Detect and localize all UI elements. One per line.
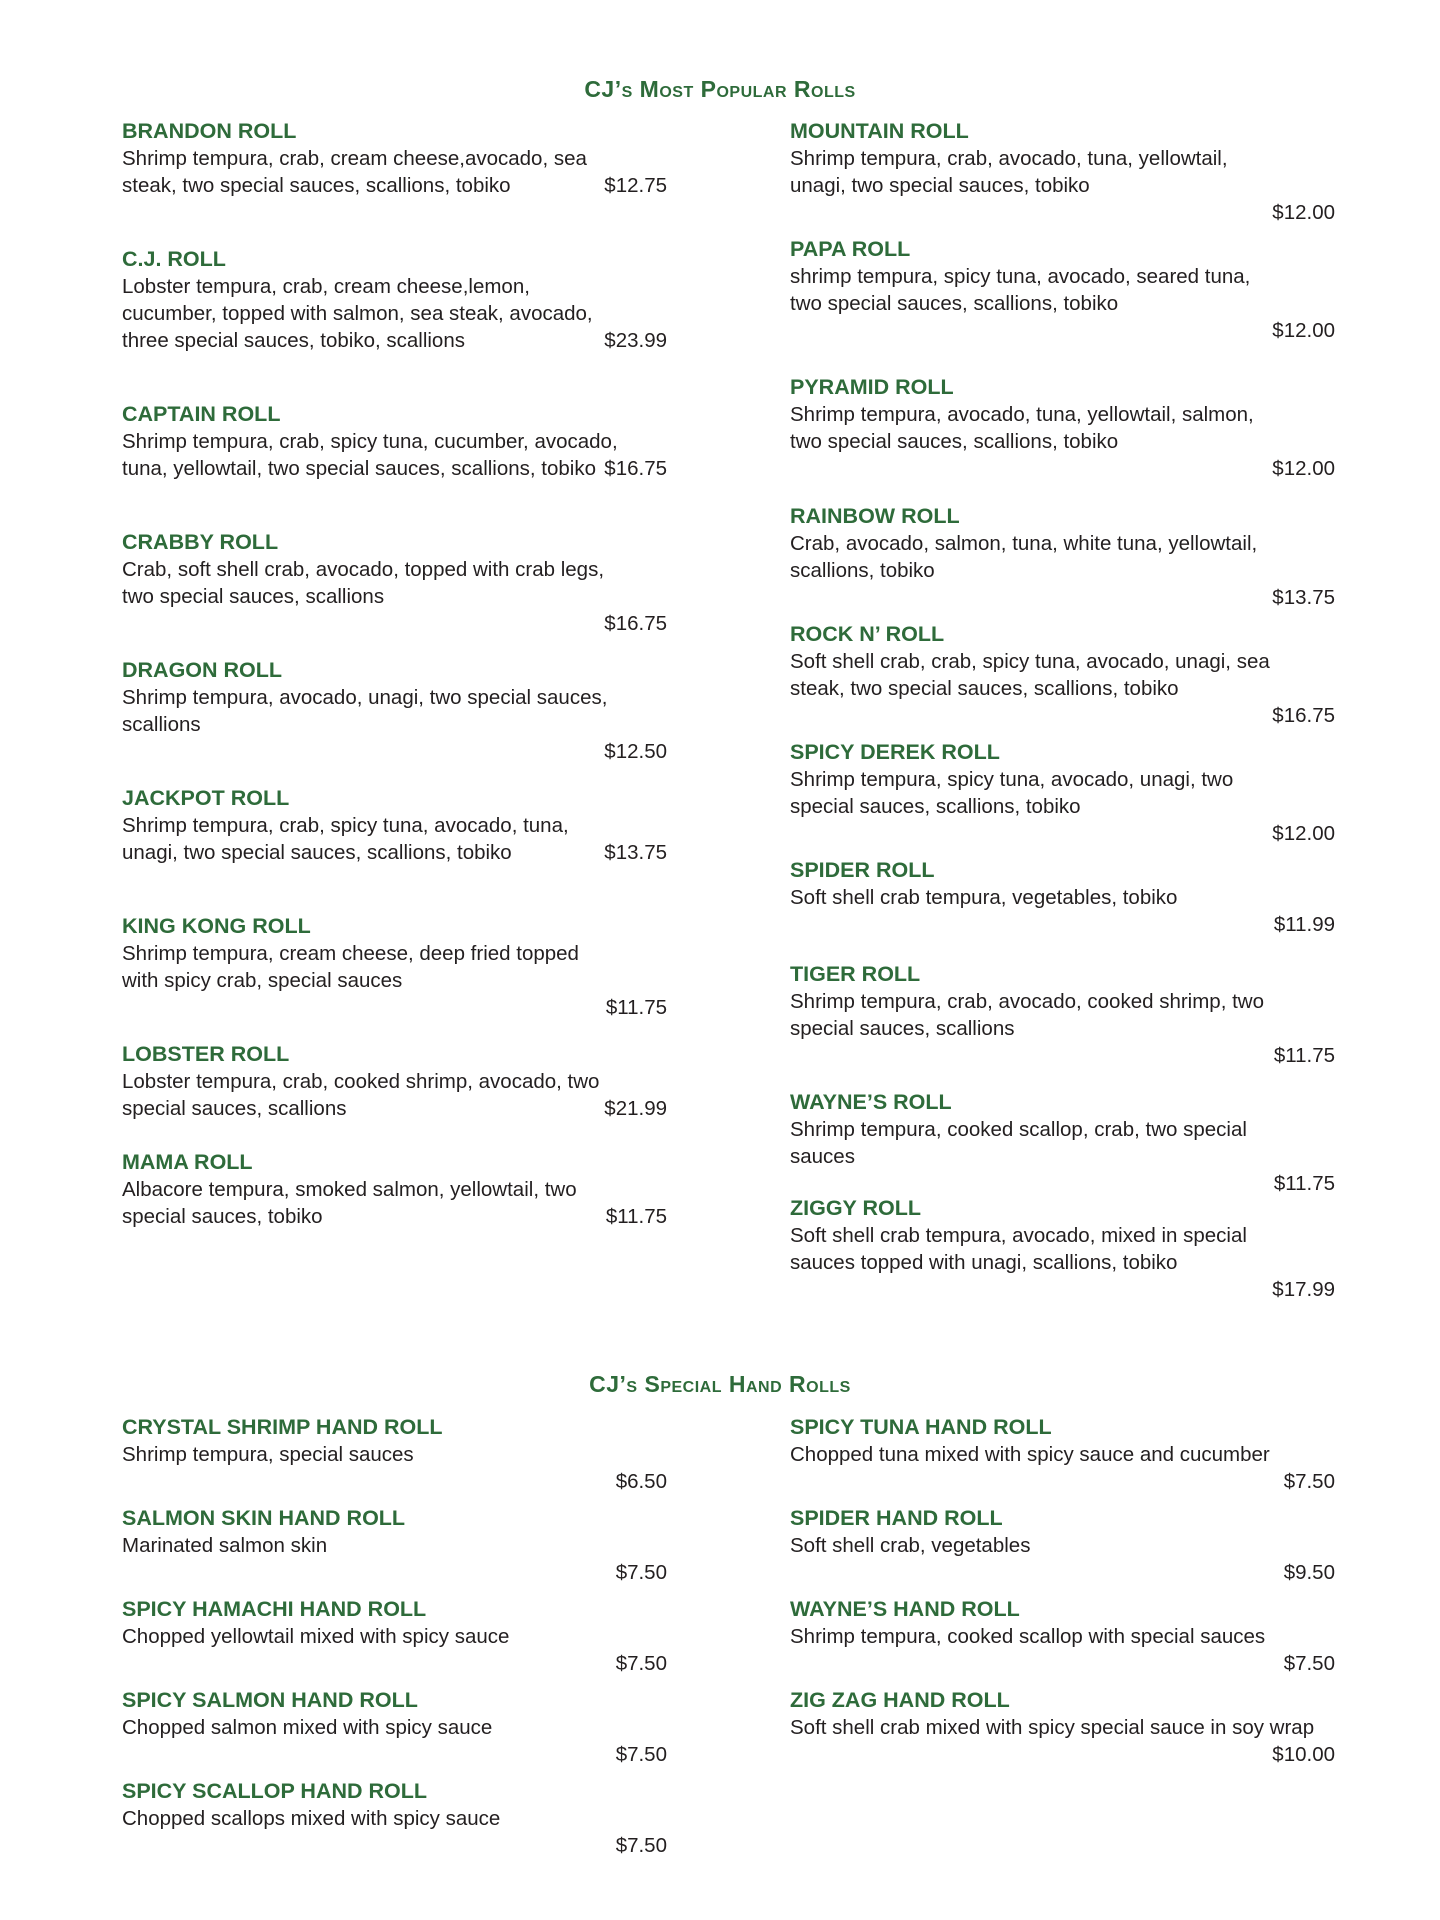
menu-item-name: SPICY HAMACHI HAND ROLL [122, 1597, 427, 1621]
menu-item-price: $16.75 [604, 457, 667, 480]
menu-item-name: PAPA ROLL [790, 237, 911, 261]
menu-item-description-line: Soft shell crab, vegetables [790, 1534, 1031, 1557]
menu-item-description-line: Shrimp tempura, avocado, tuna, yellowtail, salmon, [790, 403, 1254, 426]
menu-item-description-line: Albacore tempura, smoked salmon, yellowtail, two [122, 1178, 577, 1201]
menu-item-price: $13.75 [1272, 586, 1335, 609]
menu-item-name: TIGER ROLL [790, 962, 921, 986]
menu-item [790, 1414, 1335, 1493]
menu-item-description-line: cucumber, topped with salmon, sea steak, avocado, [122, 302, 593, 325]
menu-item-description-line: Chopped scallops mixed with spicy sauce [122, 1807, 501, 1830]
menu-item-description-line: Soft shell crab tempura, avocado, mixed in special [790, 1224, 1247, 1247]
menu-item-name: SPIDER HAND ROLL [790, 1506, 1003, 1530]
menu-item-description-line: Lobster tempura, crab, cream cheese,lemon, [122, 275, 530, 298]
menu-item [790, 961, 1335, 1067]
menu-item-name: SPICY DEREK ROLL [790, 740, 1000, 764]
menu-item-name: CRYSTAL SHRIMP HAND ROLL [122, 1415, 443, 1439]
menu-item-name: SPIDER ROLL [790, 858, 935, 882]
menu-item-description-line: tuna, yellowtail, two special sauces, scallions, tobiko [122, 457, 597, 480]
menu-item-description-line: Chopped yellowtail mixed with spicy sauce [122, 1625, 510, 1648]
menu-item-price: $7.50 [1283, 1652, 1335, 1675]
menu-item-price: $7.50 [615, 1834, 667, 1857]
menu-item-description-line: special sauces, scallions, tobiko [790, 795, 1081, 818]
menu-item-description-line: two special sauces, scallions, tobiko [790, 292, 1119, 315]
menu-item-name: BRANDON ROLL [122, 119, 297, 143]
menu-item-description-line: three special sauces, tobiko, scallions [122, 329, 465, 352]
menu-item-description-line: Shrimp tempura, crab, avocado, tuna, yellowtail, [790, 147, 1228, 170]
menu-item-price: $12.00 [1272, 319, 1335, 342]
menu-item-description-line: special sauces, tobiko [122, 1205, 323, 1228]
menu-item-price: $11.75 [605, 1205, 667, 1228]
menu-item-price: $7.50 [615, 1743, 667, 1766]
menu-item-price: $13.75 [604, 841, 667, 864]
menu-item [790, 503, 1335, 609]
menu-item-name: PYRAMID ROLL [790, 375, 954, 399]
menu-item-name: MOUNTAIN ROLL [790, 119, 969, 143]
menu-item-price: $9.50 [1283, 1561, 1335, 1584]
menu-item-price: $7.50 [615, 1652, 667, 1675]
menu-item-price: $21.99 [604, 1097, 667, 1120]
menu-item-description-line: Chopped tuna mixed with spicy sauce and cucumber [790, 1443, 1270, 1466]
menu-item-description-line: Shrimp tempura, cooked scallop, crab, two special [790, 1118, 1247, 1141]
menu-item [790, 1505, 1335, 1584]
menu-item-description-line: Shrimp tempura, special sauces [122, 1443, 414, 1466]
menu-item-description-line: unagi, two special sauces, tobiko [790, 174, 1090, 197]
menu-item-name: ZIG ZAG HAND ROLL [790, 1688, 1010, 1712]
menu-item-name: MAMA ROLL [122, 1150, 253, 1174]
menu-item [790, 621, 1335, 727]
menu-item-name: SALMON SKIN HAND ROLL [122, 1506, 406, 1530]
menu-item-description-line: Soft shell crab mixed with spicy special sauce in soy wrap [790, 1716, 1315, 1739]
menu-item-price: $6.50 [615, 1470, 667, 1493]
menu-item-name: LOBSTER ROLL [122, 1042, 290, 1066]
menu-item-name: C.J. ROLL [122, 247, 226, 271]
menu-item-description-line: Shrimp tempura, crab, spicy tuna, avocado, tuna, [122, 814, 569, 837]
menu-item-description-line: steak, two special sauces, scallions, tobiko [122, 174, 511, 197]
menu-item-description-line: Shrimp tempura, spicy tuna, avocado, unagi, two [790, 768, 1234, 791]
menu-item-name: DRAGON ROLL [122, 658, 283, 682]
menu-item-description-line: Crab, soft shell crab, avocado, topped with crab legs, [122, 558, 605, 581]
menu-item-name: SPICY TUNA HAND ROLL [790, 1415, 1052, 1439]
menu-item [790, 857, 1335, 936]
menu-item-price: $12.00 [1272, 201, 1335, 224]
popular-rolls-title: CJ’s Most Popular Rolls [584, 76, 856, 102]
menu-item-price: $16.75 [604, 612, 667, 635]
menu-item-description-line: Soft shell crab, crab, spicy tuna, avocado, unagi, sea [790, 650, 1270, 673]
menu-item-name: WAYNE’S ROLL [790, 1090, 952, 1114]
menu-item [122, 118, 667, 199]
menu-item-name: SPICY SCALLOP HAND ROLL [122, 1779, 428, 1803]
menu-item [790, 236, 1335, 342]
menu-item-price: $12.00 [1272, 822, 1335, 845]
menu-item-description-line: Chopped salmon mixed with spicy sauce [122, 1716, 493, 1739]
menu-item-description-line: steak, two special sauces, scallions, tobiko [790, 677, 1179, 700]
menu-item-price: $11.75 [605, 996, 667, 1019]
menu-item-price: $11.75 [1273, 1044, 1335, 1067]
menu-item-price: $7.50 [1283, 1470, 1335, 1493]
menu-item-description-line: special sauces, scallions [122, 1097, 347, 1120]
menu-item-description-line: Lobster tempura, crab, cooked shrimp, avocado, two [122, 1070, 600, 1093]
menu-item [122, 1596, 667, 1675]
menu-item [122, 657, 667, 763]
menu-item-description-line: two special sauces, scallions, tobiko [790, 430, 1119, 453]
menu-item-description-line: special sauces, scallions [790, 1017, 1015, 1040]
menu-item-price: $23.99 [604, 329, 667, 352]
menu-item [790, 374, 1335, 480]
menu-item-price: $12.00 [1272, 457, 1335, 480]
menu-item-name: WAYNE’S HAND ROLL [790, 1597, 1020, 1621]
menu-item [122, 1687, 667, 1766]
menu-item [122, 401, 667, 482]
menu-item-price: $7.50 [615, 1561, 667, 1584]
menu-item-description-line: Crab, avocado, salmon, tuna, white tuna, yellowtail, [790, 532, 1258, 555]
menu-item [122, 246, 667, 354]
menu-item-description-line: Soft shell crab tempura, vegetables, tobiko [790, 886, 1178, 909]
hand-rolls-title: CJ’s Special Hand Rolls [589, 1371, 851, 1397]
menu-item-name: SPICY SALMON HAND ROLL [122, 1688, 418, 1712]
menu-item-description-line: scallions, tobiko [790, 559, 935, 582]
menu-item [122, 785, 667, 866]
menu-item-price: $12.75 [604, 174, 667, 197]
menu-item-name: JACKPOT ROLL [122, 786, 290, 810]
menu-item [122, 529, 667, 635]
menu-item-price: $11.75 [1273, 1172, 1335, 1195]
menu-item-name: KING KONG ROLL [122, 914, 311, 938]
menu-item-price: $16.75 [1272, 704, 1335, 727]
menu-item-description-line: Shrimp tempura, avocado, unagi, two special sauces, [122, 686, 608, 709]
menu-item [122, 1778, 667, 1857]
menu-item-name: ZIGGY ROLL [790, 1196, 921, 1220]
menu-item-description-line: Shrimp tempura, cooked scallop with special sauces [790, 1625, 1266, 1648]
menu-item [122, 1414, 667, 1493]
menu-item-description-line: Shrimp tempura, crab, cream cheese,avocado, sea [122, 147, 587, 170]
menu-item-name: RAINBOW ROLL [790, 504, 960, 528]
menu-item-description-line: two special sauces, scallions [122, 585, 385, 608]
menu-item-description-line: sauces [790, 1145, 855, 1168]
menu-item [790, 1089, 1335, 1195]
menu-item [122, 1505, 667, 1584]
menu-item [790, 1596, 1335, 1675]
menu-item-description-line: Shrimp tempura, cream cheese, deep fried topped [122, 942, 579, 965]
menu-item [122, 1041, 667, 1122]
menu-item-description-line: shrimp tempura, spicy tuna, avocado, seared tuna, [790, 265, 1251, 288]
menu-item [790, 118, 1335, 224]
menu-item-description-line: Marinated salmon skin [122, 1534, 328, 1557]
menu-item [790, 1687, 1335, 1766]
menu-item-description-line: Shrimp tempura, crab, spicy tuna, cucumber, avocado, [122, 430, 618, 453]
menu-item-name: CAPTAIN ROLL [122, 402, 281, 426]
menu-item-description-line: with spicy crab, special sauces [122, 969, 403, 992]
menu-item [790, 1195, 1335, 1301]
menu-item-price: $10.00 [1272, 1743, 1335, 1766]
menu-item [122, 1149, 667, 1230]
menu-item-name: CRABBY ROLL [122, 530, 279, 554]
menu-item [122, 913, 667, 1019]
menu-item-description-line: unagi, two special sauces, scallions, tobiko [122, 841, 512, 864]
menu-item-description-line: sauces topped with unagi, scallions, tobiko [790, 1251, 1178, 1274]
menu-item-price: $12.50 [604, 740, 667, 763]
menu-item-description-line: Shrimp tempura, crab, avocado, cooked shrimp, two [790, 990, 1264, 1013]
menu-item [790, 739, 1335, 845]
menu-item-price: $17.99 [1272, 1278, 1335, 1301]
menu-item-description-line: scallions [122, 713, 201, 736]
menu-item-name: ROCK N’ ROLL [790, 622, 945, 646]
menu-item-price: $11.99 [1273, 913, 1335, 936]
